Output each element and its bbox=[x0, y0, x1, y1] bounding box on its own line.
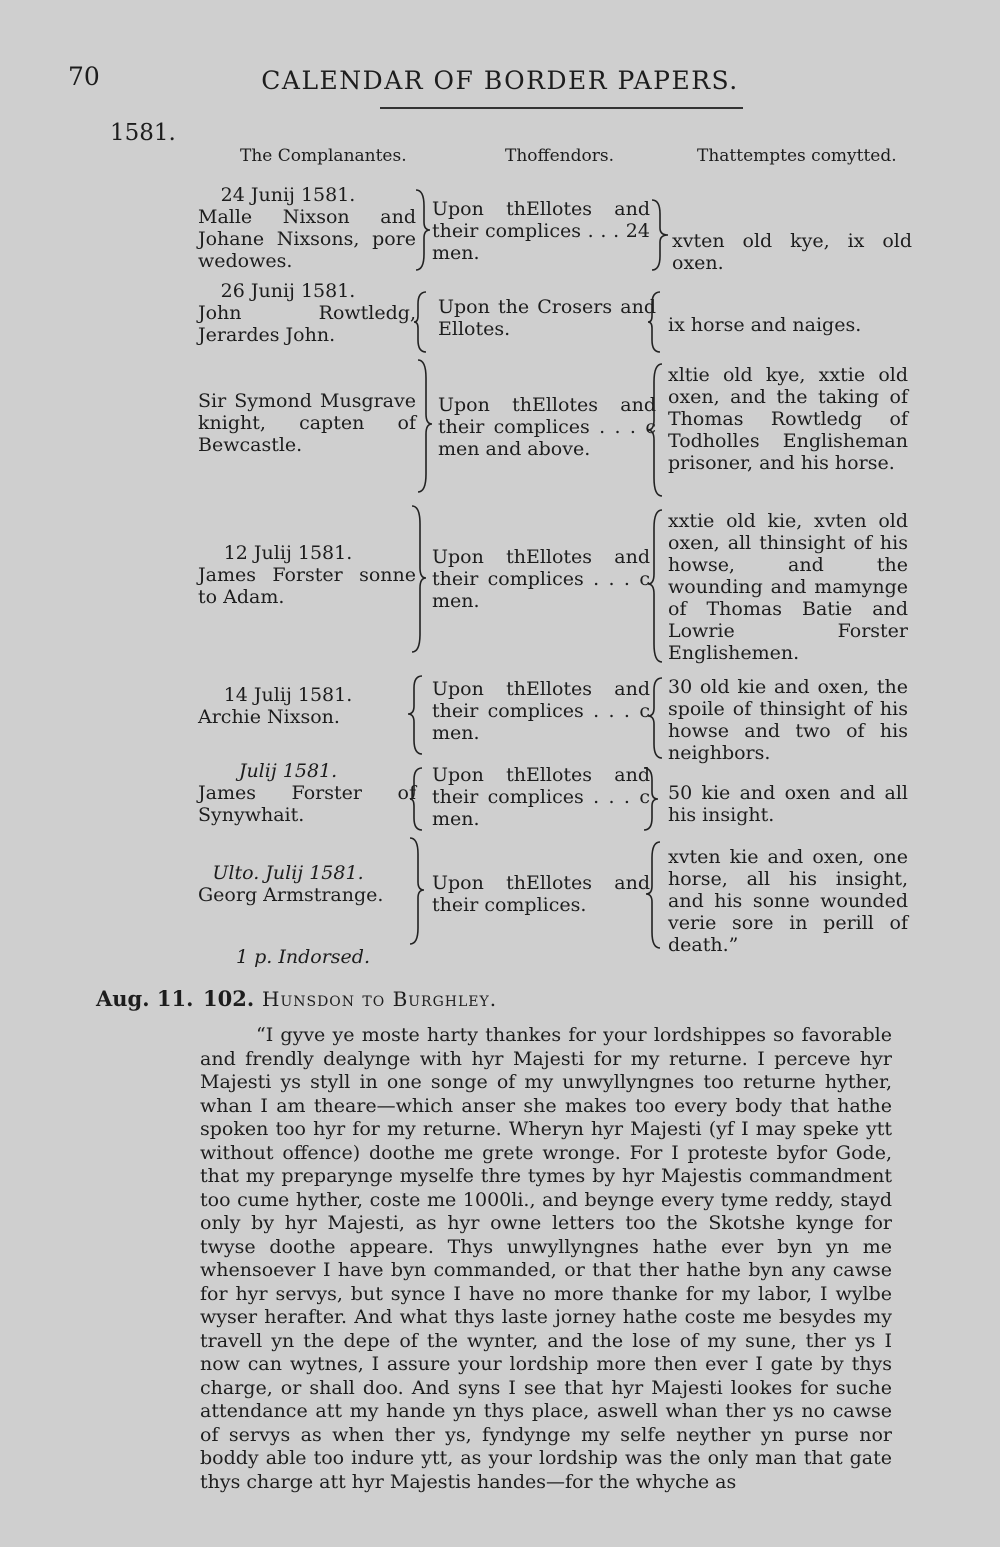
attempts-cell: xltie old kye, xxtie old oxen, and the taking of Thomas Rowtledg of Todholles Englisheman prisoner, and his horse. bbox=[668, 364, 908, 474]
complainant-name: Georg Armstrange. bbox=[198, 884, 384, 906]
brace-left-icon bbox=[646, 362, 666, 498]
offenders-cell bbox=[432, 198, 650, 264]
entry-date: Julij 1581. bbox=[238, 760, 338, 782]
complainant-cell bbox=[198, 760, 416, 826]
column-header-attempts: Thattemptes comytted. bbox=[697, 146, 897, 166]
brace-left-icon bbox=[410, 766, 426, 832]
attempts-cell: 30 old kie and oxen, the spoile of thinsight of his howse and two of his neighbors. bbox=[668, 676, 908, 764]
attempts-cell: 50 kie and oxen and all his insight. bbox=[668, 782, 908, 826]
column-header-complainants: The Complanantes. bbox=[240, 146, 407, 166]
entry-date: 14 Julij 1581. bbox=[223, 684, 353, 706]
entry-date: 26 Junij 1581. bbox=[220, 280, 356, 302]
attempts-cell: xvten old kye, ix old oxen. bbox=[672, 230, 912, 274]
document-number: 102. bbox=[203, 986, 255, 1011]
table-row bbox=[0, 184, 1000, 276]
document-date: Aug. 11. bbox=[96, 986, 194, 1011]
attempts-cell: ix horse and naiges. bbox=[668, 314, 862, 336]
attempts-cell: xvten kie and oxen, one horse, all his insight, and his sonne wounded verie sore in perill of death.” bbox=[668, 846, 908, 956]
entry-date: 12 Julij 1581. bbox=[223, 542, 353, 564]
complainant-name: Malle Nixson and Johane Nixsons, pore wedowes. bbox=[198, 206, 416, 272]
complainant-cell bbox=[198, 862, 416, 906]
complainant-cell bbox=[198, 390, 416, 456]
offenders-text: Upon thEllotes and their complices. bbox=[432, 872, 650, 916]
complainant-cell bbox=[198, 280, 416, 346]
brace-left-icon bbox=[648, 290, 670, 354]
brace-left-icon bbox=[406, 674, 426, 756]
offenders-text: Upon the Crosers and Ellotes. bbox=[438, 296, 656, 340]
offenders-cell bbox=[432, 764, 650, 830]
brace-right-icon bbox=[410, 504, 430, 654]
brace-left-icon bbox=[414, 290, 430, 354]
complainant-cell bbox=[198, 684, 416, 728]
endorsement-note: 1 p. Indorsed. bbox=[236, 946, 370, 968]
table-row bbox=[0, 504, 1000, 668]
complainant-cell bbox=[198, 542, 416, 608]
page-number: 70 bbox=[68, 62, 100, 91]
brace-right-icon bbox=[408, 836, 428, 948]
offenders-text: Upon thEllotes and their complices . . . c men. bbox=[432, 764, 650, 830]
offenders-text: Upon thEllotes and their complices . . . c men and above. bbox=[438, 394, 656, 460]
offenders-cell bbox=[432, 546, 650, 612]
brace-right-icon bbox=[412, 188, 432, 272]
complainant-name: Sir Symond Musgrave knight, capten of Bewcastle. bbox=[198, 390, 416, 456]
entry-date: Ulto. Julij 1581. bbox=[212, 862, 364, 884]
table-row bbox=[0, 280, 1000, 352]
header-rule bbox=[380, 107, 743, 109]
letter-paragraph: “I gyve ye moste harty thankes for your lordshippes so favorable and frendly dealynge with hyr Majesti for my returne. I perceve hyr Majesti ys styll in one songe of my unwyllyngnes too returne hyther, whan I am theare—which anser she makes too every body that hathe spoken too hyr for my returne. Wheryn hyr Majesti (yf I may speke ytt without offence) doothe me grete wronge. For I proteste byfor Gode, that my preparynge myselfe thre tymes by hyr Majestis commandment too cume hyther, coste me 1000li., and beynge every tyme reddy, stayd only by hyr Majesti, as hyr owne letters too the Skotshe kynge for twyse doothe appeare. Thys unwyllyngnes hathe ever byn yn me whensoever I have byn commanded, or that ther hathe byn any cawse for hyr servys, but synce I have no more thanke for my labor, I wylbe wyser herafter. And what thys laste jorney hathe coste me besydes my travell yn the depe of the wynter, and the lose of my sune, ther ys I now can wytnes, I assure your lordship more then ever I gate by thys charge, or shall doo. And syns I see that hyr Majesti lookes for suche attendance att my hande yn thys place, aswell whan ther ys no cawse of servys as when ther ys, fyndynge my selfe neyther yn purse nor boddy able too indure ytt, as your lordship was the only man that gate thys charge att hyr Majestis handes—for the whyche as bbox=[200, 1024, 892, 1493]
offenders-cell bbox=[438, 394, 656, 460]
offenders-text: Upon thEllotes and their complices . . . c men. bbox=[432, 678, 650, 744]
letter-body bbox=[200, 1024, 892, 1494]
brace-right-icon bbox=[416, 358, 436, 494]
offenders-text: Upon thEllotes and their complices . . . c men. bbox=[432, 546, 650, 612]
attempts-cell: xxtie old kie, xvten old oxen, all thinsight of his howse, and the wounding and mamynge of Thomas Batie and Lowrie Forster Englishemen. bbox=[668, 510, 908, 664]
offenders-text: Upon thEllotes and their complices . . . 24 men. bbox=[432, 198, 650, 264]
document-title: Hunsdon to Burghley. bbox=[262, 987, 498, 1011]
brace-left-icon bbox=[646, 508, 666, 664]
complainant-name: James Forster of Synywhait. bbox=[198, 782, 416, 826]
complainant-name: John Rowtledg, Jerardes John. bbox=[198, 302, 416, 346]
brace-left-icon bbox=[646, 676, 666, 760]
table-row bbox=[0, 674, 1000, 764]
table-row bbox=[0, 836, 1000, 956]
complainant-name: Archie Nixson. bbox=[198, 706, 340, 728]
column-header-offenders: Thoffendors. bbox=[505, 146, 614, 166]
entry-date: 24 Junij 1581. bbox=[220, 184, 356, 206]
offenders-cell bbox=[438, 296, 656, 340]
offenders-cell bbox=[432, 872, 650, 916]
brace-right-icon bbox=[648, 198, 674, 272]
brace-right-icon bbox=[642, 766, 660, 832]
complainant-cell bbox=[198, 184, 416, 272]
table-row bbox=[0, 358, 1000, 498]
brace-left-icon bbox=[644, 840, 664, 952]
margin-year: 1581. bbox=[110, 120, 176, 146]
running-title: CALENDAR OF BORDER PAPERS. bbox=[261, 66, 739, 95]
table-row bbox=[0, 760, 1000, 832]
complainant-name: James Forster sonne to Adam. bbox=[198, 564, 416, 608]
offenders-cell bbox=[432, 678, 650, 744]
